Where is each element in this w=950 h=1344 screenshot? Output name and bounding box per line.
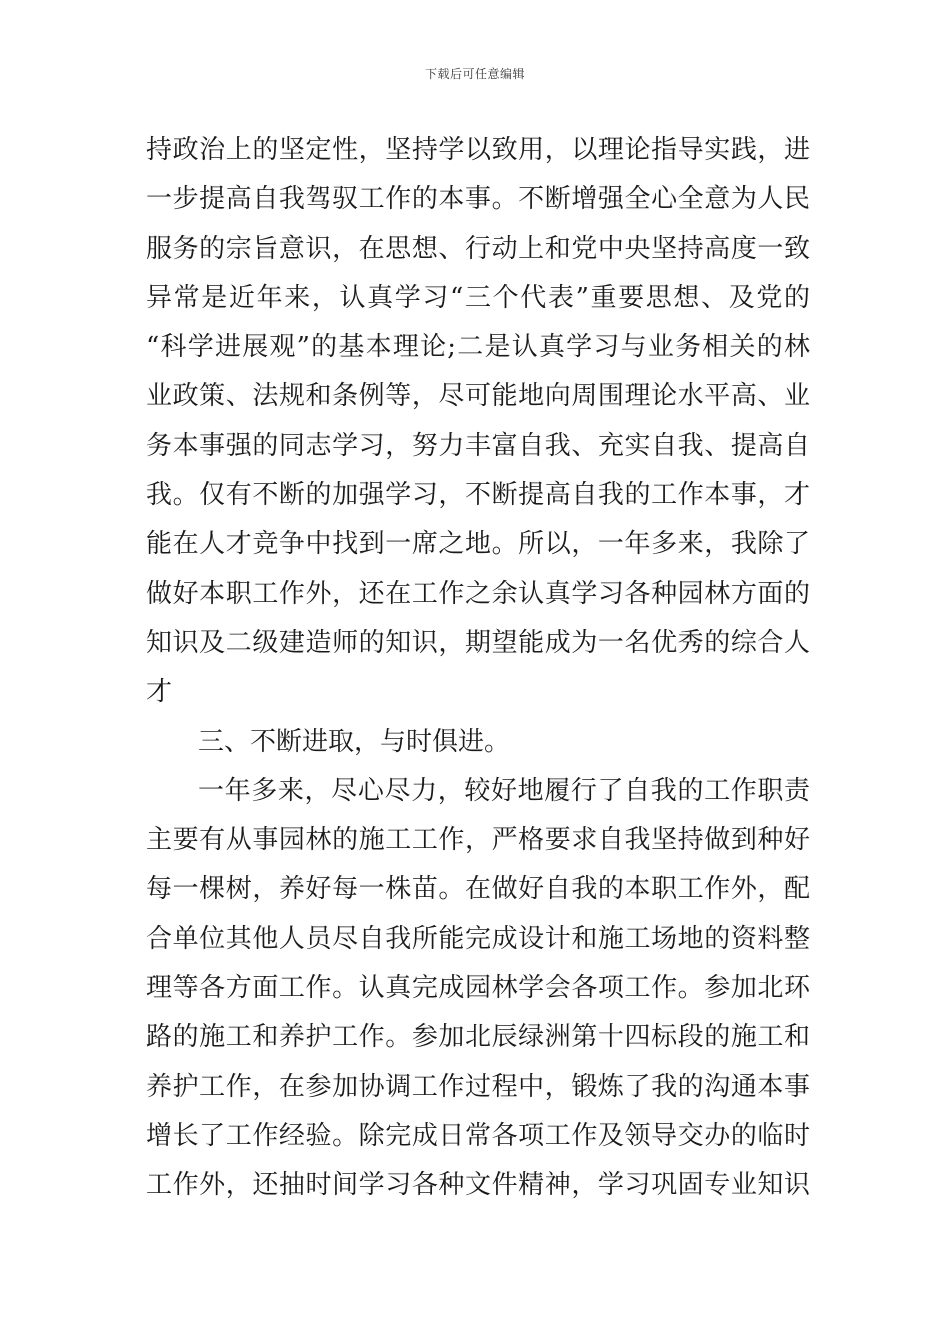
text-line: 养护工作，在参加协调工作过程中，锻炼了我的沟通本事: [146, 1071, 810, 1102]
text-line: 务本事强的同志学习，努力丰富自我、充实自我、提高自: [146, 430, 810, 461]
text-line: 增长了工作经验。除完成日常各项工作及领导交办的临时: [146, 1120, 810, 1151]
text-line: 工作外，还抽时间学习各种文件精神，学习巩固专业知识: [146, 1170, 810, 1201]
text-line: 业政策、法规和条例等，尽可能地向周围理论水平高、业: [146, 381, 810, 412]
text-line: 做好本职工作外，还在工作之余认真学习各种园林方面的: [146, 578, 810, 609]
text-line: 能在人才竞争中找到一席之地。所以，一年多来，我除了: [146, 529, 810, 560]
text-line: 异常是近年来，认真学习“三个代表”重要思想、及党的: [146, 282, 810, 313]
document-body: [146, 126, 810, 1211]
text-line: 我。仅有不断的加强学习，不断提高自我的工作本事，才: [146, 480, 810, 511]
section-heading: 三、不断进取，与时俱进。: [198, 726, 511, 757]
text-line: 一步提高自我驾驭工作的本事。不断增强全心全意为人民: [146, 184, 810, 215]
text-line: 每一棵树，养好每一株苗。在做好自我的本职工作外，配: [146, 874, 810, 905]
text-line: 合单位其他人员尽自我所能完成设计和施工场地的资料整: [146, 923, 810, 954]
page-header-note: 下载后可任意编辑: [424, 67, 525, 81]
text-line: “科学进展观”的基本理论;二是认真学习与业务相关的林: [146, 332, 810, 363]
text-line: 一年多来，尽心尽力，较好地履行了自我的工作职责: [198, 775, 810, 806]
text-line: 理等各方面工作。认真完成园林学会各项工作。参加北环: [146, 973, 810, 1004]
text-line: 才: [146, 677, 173, 708]
text-line: 主要有从事园林的施工工作，严格要求自我坚持做到种好: [146, 825, 810, 856]
text-line: 知识及二级建造师的知识，期望能成为一名优秀的综合人: [146, 627, 810, 658]
text-line: 服务的宗旨意识，在思想、行动上和党中央坚持高度一致: [146, 233, 810, 264]
text-line: 持政治上的坚定性，坚持学以致用，以理论指导实践，进: [146, 135, 810, 165]
text-line: 路的施工和养护工作。参加北辰绿洲第十四标段的施工和: [146, 1022, 810, 1053]
